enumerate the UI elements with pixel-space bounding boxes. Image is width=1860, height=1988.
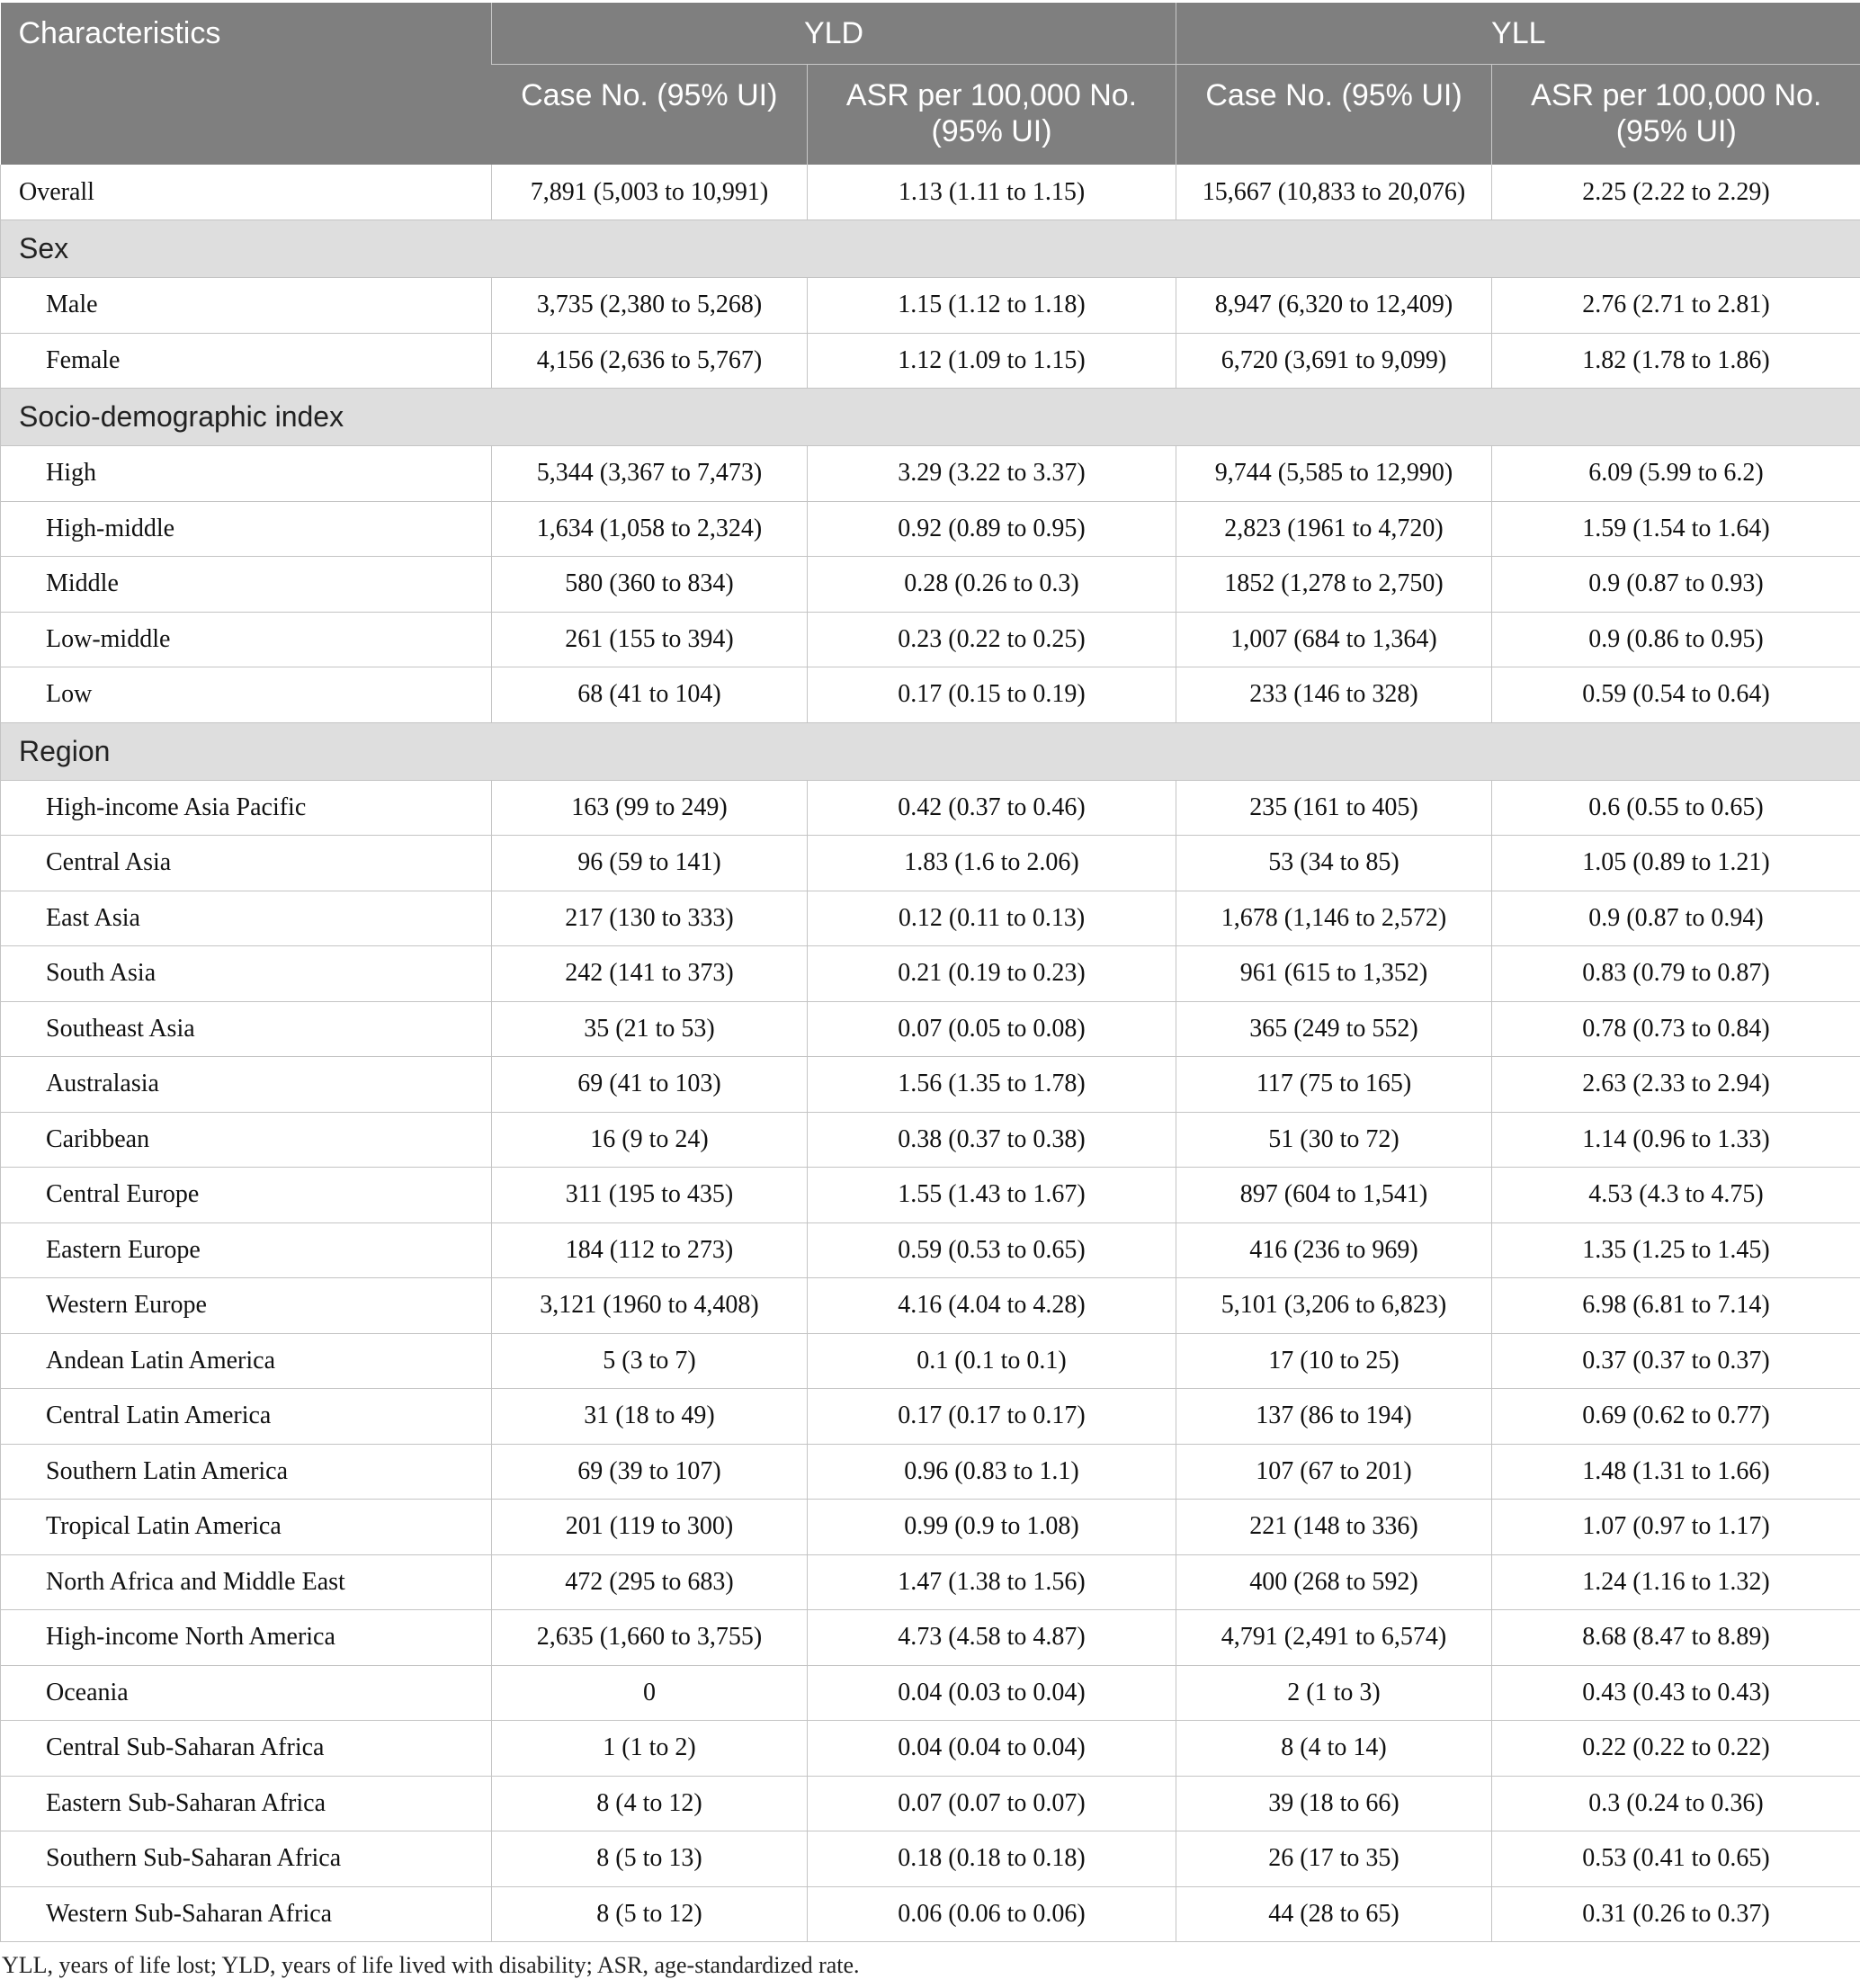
table-cell: 400 (268 to 592) <box>1176 1554 1492 1610</box>
table-cell: 416 (236 to 969) <box>1176 1222 1492 1278</box>
table-header <box>1 3 1860 165</box>
row-label: Eastern Europe <box>1 1222 492 1278</box>
table-cell: 0.18 (0.18 to 0.18) <box>808 1831 1176 1887</box>
table-row <box>1 1444 1860 1500</box>
section-header-row <box>1 220 1860 278</box>
row-label: Western Sub-Saharan Africa <box>1 1886 492 1942</box>
table-cell: 580 (360 to 834) <box>492 557 808 613</box>
table-row <box>1 891 1860 946</box>
row-label: Male <box>1 278 492 334</box>
table-cell: 961 (615 to 1,352) <box>1176 946 1492 1002</box>
table-cell: 0.78 (0.73 to 0.84) <box>1492 1001 1860 1057</box>
table-cell: 2.25 (2.22 to 2.29) <box>1492 165 1860 220</box>
row-label: East Asia <box>1 891 492 946</box>
table-cell: 1,634 (1,058 to 2,324) <box>492 501 808 557</box>
table-cell: 235 (161 to 405) <box>1176 780 1492 836</box>
row-label: Tropical Latin America <box>1 1500 492 1555</box>
row-label: North Africa and Middle East <box>1 1554 492 1610</box>
table-row <box>1 557 1860 613</box>
table-cell: 68 (41 to 104) <box>492 667 808 723</box>
table-cell: 8.68 (8.47 to 8.89) <box>1492 1610 1860 1666</box>
table-cell: 6.09 (5.99 to 6.2) <box>1492 446 1860 502</box>
table-cell: 0.22 (0.22 to 0.22) <box>1492 1721 1860 1777</box>
table-row <box>1 780 1860 836</box>
row-label: Southern Latin America <box>1 1444 492 1500</box>
table-cell: 1.15 (1.12 to 1.18) <box>808 278 1176 334</box>
table-cell: 1,007 (684 to 1,364) <box>1176 612 1492 667</box>
table-cell: 0.38 (0.37 to 0.38) <box>808 1112 1176 1168</box>
table-cell: 2,823 (1961 to 4,720) <box>1176 501 1492 557</box>
row-label: High <box>1 446 492 502</box>
table-cell: 0.28 (0.26 to 0.3) <box>808 557 1176 613</box>
row-label: Central Sub-Saharan Africa <box>1 1721 492 1777</box>
table-row <box>1 446 1860 502</box>
data-table <box>0 3 1860 1942</box>
row-label: Central Latin America <box>1 1389 492 1445</box>
table-row <box>1 1168 1860 1223</box>
row-label: Central Europe <box>1 1168 492 1223</box>
row-label: High-income North America <box>1 1610 492 1666</box>
table-cell: 0.99 (0.9 to 1.08) <box>808 1500 1176 1555</box>
header-yld-asr: ASR per 100,000 No. (95% UI) <box>808 64 1176 165</box>
table-cell: 0.21 (0.19 to 0.23) <box>808 946 1176 1002</box>
row-label: High-middle <box>1 501 492 557</box>
table-cell: 9,744 (5,585 to 12,990) <box>1176 446 1492 502</box>
table-row <box>1 1222 1860 1278</box>
table-cell: 0.17 (0.15 to 0.19) <box>808 667 1176 723</box>
table-cell: 0.42 (0.37 to 0.46) <box>808 780 1176 836</box>
table-row <box>1 1776 1860 1831</box>
row-label: Southern Sub-Saharan Africa <box>1 1831 492 1887</box>
row-label: Low-middle <box>1 612 492 667</box>
table-cell: 0.1 (0.1 to 0.1) <box>808 1333 1176 1389</box>
table-cell: 0.69 (0.62 to 0.77) <box>1492 1389 1860 1445</box>
table-cell: 0.23 (0.22 to 0.25) <box>808 612 1176 667</box>
table-cell: 0.37 (0.37 to 0.37) <box>1492 1333 1860 1389</box>
table-cell: 137 (86 to 194) <box>1176 1389 1492 1445</box>
table-cell: 6.98 (6.81 to 7.14) <box>1492 1278 1860 1334</box>
table-cell: 0.31 (0.26 to 0.37) <box>1492 1886 1860 1942</box>
table-cell: 1.24 (1.16 to 1.32) <box>1492 1554 1860 1610</box>
table-cell: 5,101 (3,206 to 6,823) <box>1176 1278 1492 1334</box>
table-cell: 2 (1 to 3) <box>1176 1665 1492 1721</box>
table-cell: 242 (141 to 373) <box>492 946 808 1002</box>
row-label: Eastern Sub-Saharan Africa <box>1 1776 492 1831</box>
table-cell: 117 (75 to 165) <box>1176 1057 1492 1113</box>
table-cell: 3.29 (3.22 to 3.37) <box>808 446 1176 502</box>
table-row <box>1 1500 1860 1555</box>
table-row <box>1 333 1860 389</box>
table-row <box>1 1886 1860 1942</box>
table-cell: 1.07 (0.97 to 1.17) <box>1492 1500 1860 1555</box>
table-cell: 1.47 (1.38 to 1.56) <box>808 1554 1176 1610</box>
table-cell: 221 (148 to 336) <box>1176 1500 1492 1555</box>
table-cell: 201 (119 to 300) <box>492 1500 808 1555</box>
row-label: Middle <box>1 557 492 613</box>
table-cell: 0.43 (0.43 to 0.43) <box>1492 1665 1860 1721</box>
header-yll-case-no: Case No. (95% UI) <box>1176 64 1492 165</box>
table-cell: 1.83 (1.6 to 2.06) <box>808 836 1176 891</box>
table-footnote: YLL, years of life lost; YLD, years of life lived with disability; ASR, age-standardized rate. <box>2 1952 860 1978</box>
section-header-row <box>1 389 1860 446</box>
table-cell: 0.6 (0.55 to 0.65) <box>1492 780 1860 836</box>
row-label: Central Asia <box>1 836 492 891</box>
table-cell: 2.76 (2.71 to 2.81) <box>1492 278 1860 334</box>
table-row <box>1 946 1860 1002</box>
table-cell: 8,947 (6,320 to 12,409) <box>1176 278 1492 334</box>
table-cell: 8 (5 to 13) <box>492 1831 808 1887</box>
table-cell: 311 (195 to 435) <box>492 1168 808 1223</box>
table-cell: 1.82 (1.78 to 1.86) <box>1492 333 1860 389</box>
table-row <box>1 278 1860 334</box>
table-cell: 4,791 (2,491 to 6,574) <box>1176 1610 1492 1666</box>
section-title: Socio-demographic index <box>1 389 1860 446</box>
row-label: High-income Asia Pacific <box>1 780 492 836</box>
header-yld-case-no: Case No. (95% UI) <box>492 64 808 165</box>
table-cell: 0.9 (0.87 to 0.94) <box>1492 891 1860 946</box>
table-cell: 3,735 (2,380 to 5,268) <box>492 278 808 334</box>
row-label: Low <box>1 667 492 723</box>
table-cell: 1.13 (1.11 to 1.15) <box>808 165 1176 220</box>
table-cell: 0.07 (0.07 to 0.07) <box>808 1776 1176 1831</box>
table-cell: 69 (41 to 103) <box>492 1057 808 1113</box>
table-cell: 53 (34 to 85) <box>1176 836 1492 891</box>
table-cell: 0.83 (0.79 to 0.87) <box>1492 946 1860 1002</box>
row-label: Overall <box>1 165 492 220</box>
table-cell: 0.59 (0.54 to 0.64) <box>1492 667 1860 723</box>
table-cell: 8 (4 to 12) <box>492 1776 808 1831</box>
table-cell: 0.06 (0.06 to 0.06) <box>808 1886 1176 1942</box>
table-cell: 1.14 (0.96 to 1.33) <box>1492 1112 1860 1168</box>
section-title: Region <box>1 722 1860 780</box>
table-row <box>1 836 1860 891</box>
table-cell: 5,344 (3,367 to 7,473) <box>492 446 808 502</box>
table-cell: 0.9 (0.86 to 0.95) <box>1492 612 1860 667</box>
row-label: South Asia <box>1 946 492 1002</box>
table-cell: 16 (9 to 24) <box>492 1112 808 1168</box>
table-cell: 2.63 (2.33 to 2.94) <box>1492 1057 1860 1113</box>
header-yll: YLL <box>1176 3 1860 64</box>
table-row <box>1 1554 1860 1610</box>
table-row <box>1 1057 1860 1113</box>
section-header-row <box>1 722 1860 780</box>
table-body <box>1 165 1860 1942</box>
row-label: Australasia <box>1 1057 492 1113</box>
table-cell: 233 (146 to 328) <box>1176 667 1492 723</box>
table-row <box>1 1333 1860 1389</box>
table-cell: 3,121 (1960 to 4,408) <box>492 1278 808 1334</box>
table-cell: 5 (3 to 7) <box>492 1333 808 1389</box>
table-cell: 1.05 (0.89 to 1.21) <box>1492 836 1860 891</box>
row-label: Female <box>1 333 492 389</box>
table-cell: 1.35 (1.25 to 1.45) <box>1492 1222 1860 1278</box>
table-row <box>1 1001 1860 1057</box>
table-cell: 1,678 (1,146 to 2,572) <box>1176 891 1492 946</box>
table-cell: 1.59 (1.54 to 1.64) <box>1492 501 1860 557</box>
table-row <box>1 1831 1860 1887</box>
table-cell: 4.53 (4.3 to 4.75) <box>1492 1168 1860 1223</box>
table-cell: 1.12 (1.09 to 1.15) <box>808 333 1176 389</box>
table-cell: 0.96 (0.83 to 1.1) <box>808 1444 1176 1500</box>
row-label: Andean Latin America <box>1 1333 492 1389</box>
table-cell: 0.07 (0.05 to 0.08) <box>808 1001 1176 1057</box>
table-cell: 31 (18 to 49) <box>492 1389 808 1445</box>
table-cell: 1852 (1,278 to 2,750) <box>1176 557 1492 613</box>
table-cell: 0.12 (0.11 to 0.13) <box>808 891 1176 946</box>
table-cell: 0.9 (0.87 to 0.93) <box>1492 557 1860 613</box>
table-cell: 0.04 (0.03 to 0.04) <box>808 1665 1176 1721</box>
table-cell: 44 (28 to 65) <box>1176 1886 1492 1942</box>
header-yll-asr: ASR per 100,000 No. (95% UI) <box>1492 64 1860 165</box>
table-row <box>1 612 1860 667</box>
table-cell: 8 (4 to 14) <box>1176 1721 1492 1777</box>
table-cell: 35 (21 to 53) <box>492 1001 808 1057</box>
row-label: Southeast Asia <box>1 1001 492 1057</box>
table-cell: 1.48 (1.31 to 1.66) <box>1492 1444 1860 1500</box>
table-cell: 26 (17 to 35) <box>1176 1831 1492 1887</box>
table-cell: 0.92 (0.89 to 0.95) <box>808 501 1176 557</box>
table-cell: 107 (67 to 201) <box>1176 1444 1492 1500</box>
table-row <box>1 667 1860 723</box>
table-cell: 1 (1 to 2) <box>492 1721 808 1777</box>
table-cell: 0.04 (0.04 to 0.04) <box>808 1721 1176 1777</box>
table-cell: 217 (130 to 333) <box>492 891 808 946</box>
table-cell: 0 <box>492 1665 808 1721</box>
table-cell: 163 (99 to 249) <box>492 780 808 836</box>
table-cell: 365 (249 to 552) <box>1176 1001 1492 1057</box>
table-cell: 8 (5 to 12) <box>492 1886 808 1942</box>
table-cell: 0.53 (0.41 to 0.65) <box>1492 1831 1860 1887</box>
table-cell: 17 (10 to 25) <box>1176 1333 1492 1389</box>
row-label: Oceania <box>1 1665 492 1721</box>
table-cell: 261 (155 to 394) <box>492 612 808 667</box>
table-row <box>1 1665 1860 1721</box>
table-cell: 4.16 (4.04 to 4.28) <box>808 1278 1176 1334</box>
table-cell: 15,667 (10,833 to 20,076) <box>1176 165 1492 220</box>
table-row <box>1 1389 1860 1445</box>
table-cell: 1.56 (1.35 to 1.78) <box>808 1057 1176 1113</box>
table-cell: 0.3 (0.24 to 0.36) <box>1492 1776 1860 1831</box>
table-cell: 0.59 (0.53 to 0.65) <box>808 1222 1176 1278</box>
table-row <box>1 1610 1860 1666</box>
table-row <box>1 165 1860 220</box>
table-row <box>1 1721 1860 1777</box>
table-cell: 472 (295 to 683) <box>492 1554 808 1610</box>
table-cell: 96 (59 to 141) <box>492 836 808 891</box>
header-yld: YLD <box>492 3 1176 64</box>
table-cell: 6,720 (3,691 to 9,099) <box>1176 333 1492 389</box>
table-row <box>1 501 1860 557</box>
table-row <box>1 1112 1860 1168</box>
table-cell: 4.73 (4.58 to 4.87) <box>808 1610 1176 1666</box>
row-label: Western Europe <box>1 1278 492 1334</box>
table-cell: 7,891 (5,003 to 10,991) <box>492 165 808 220</box>
table-cell: 39 (18 to 66) <box>1176 1776 1492 1831</box>
header-characteristics: Characteristics <box>1 3 492 165</box>
table-cell: 184 (112 to 273) <box>492 1222 808 1278</box>
table-cell: 51 (30 to 72) <box>1176 1112 1492 1168</box>
section-title: Sex <box>1 220 1860 278</box>
table-row <box>1 1278 1860 1334</box>
table-cell: 4,156 (2,636 to 5,767) <box>492 333 808 389</box>
row-label: Caribbean <box>1 1112 492 1168</box>
table-cell: 2,635 (1,660 to 3,755) <box>492 1610 808 1666</box>
table-cell: 1.55 (1.43 to 1.67) <box>808 1168 1176 1223</box>
table-cell: 69 (39 to 107) <box>492 1444 808 1500</box>
table-cell: 0.17 (0.17 to 0.17) <box>808 1389 1176 1445</box>
table-cell: 897 (604 to 1,541) <box>1176 1168 1492 1223</box>
